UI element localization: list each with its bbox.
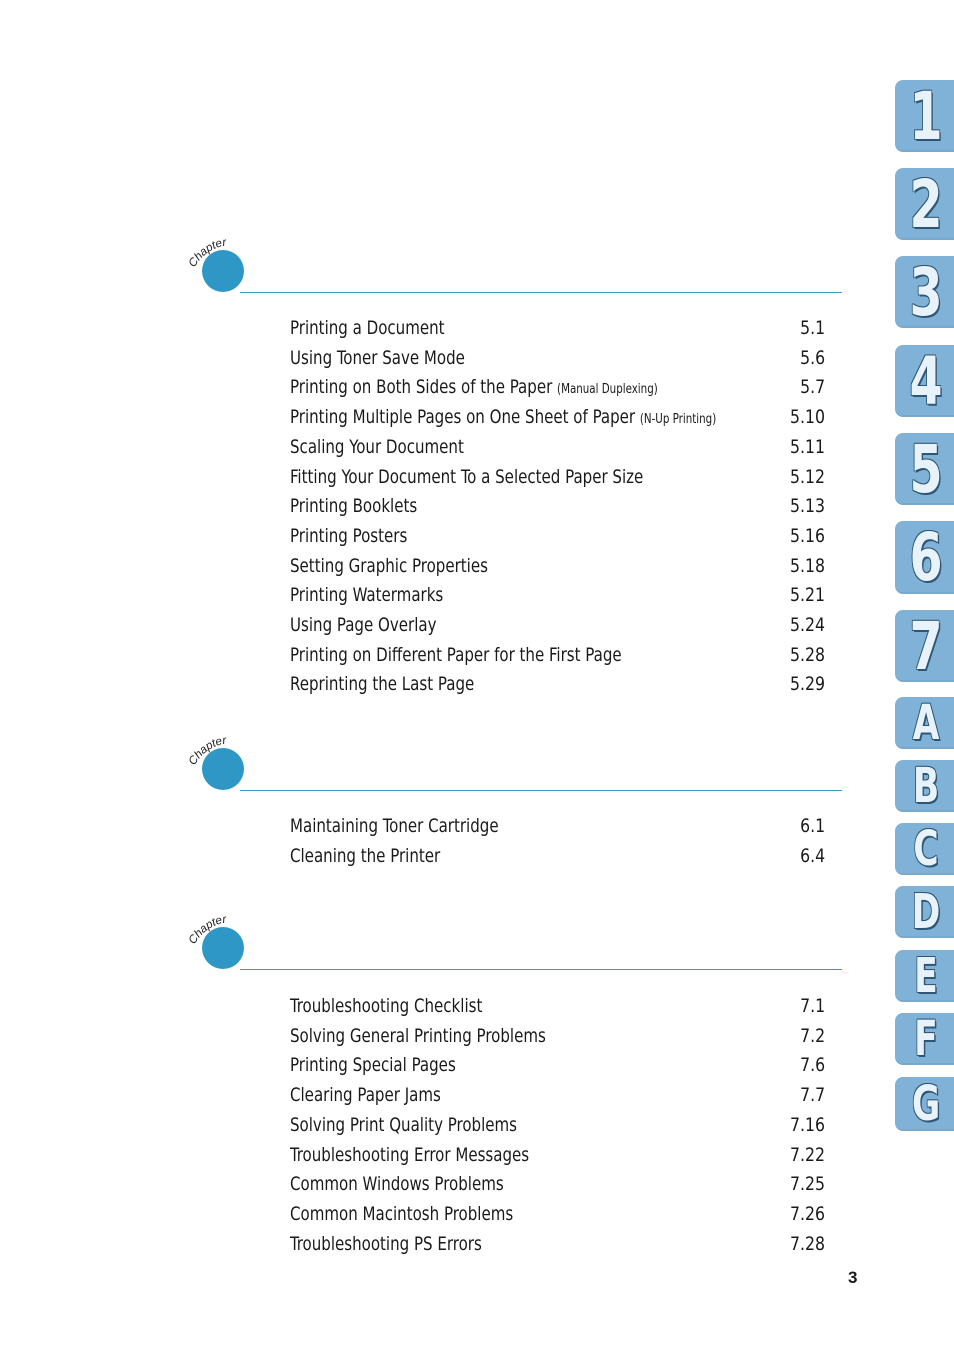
toc-entry-title-text: Fitting Your Document To a Selected Paper Size — [290, 465, 644, 488]
toc-entry-title-text: Printing on Different Paper for the First Page — [290, 643, 622, 666]
toc-entry-page: 6.4 — [799, 844, 825, 867]
toc-entry-title-text: Common Macintosh Problems — [290, 1202, 514, 1225]
toc-entry-page: 5.10 — [789, 406, 825, 429]
toc-entry-page: 7.25 — [789, 1173, 825, 1196]
toc-entry[interactable] — [290, 1081, 825, 1109]
toc-entry-title-text: Cleaning the Printer — [290, 844, 441, 867]
chapter-tab-f[interactable] — [895, 1013, 954, 1065]
toc-entry-title — [290, 1081, 441, 1109]
toc-entry-page: 5.24 — [789, 614, 825, 636]
toc-entry-title — [290, 1200, 513, 1228]
toc-entry-title — [290, 1051, 456, 1079]
toc-entry-page: 7.16 — [789, 1113, 825, 1136]
toc-entry-title — [290, 463, 643, 491]
chapter-tab-label: C — [913, 821, 939, 877]
chapter-rule — [240, 790, 842, 791]
toc-entry[interactable] — [290, 463, 825, 491]
chapter-tab-3[interactable] — [895, 253, 954, 331]
toc-entry-title — [290, 812, 499, 840]
chapter-tab-g[interactable] — [895, 1077, 954, 1131]
toc-entry-page: 7.7 — [799, 1084, 825, 1107]
toc-entry-title — [290, 641, 622, 669]
toc-entry-page: 5.18 — [789, 554, 825, 577]
toc-entry-title — [290, 1111, 517, 1139]
chapter-tab-label: B — [912, 758, 940, 814]
toc-entry-page: 5.29 — [789, 673, 825, 696]
toc-entry-title-text: Common Windows Problems — [290, 1173, 504, 1196]
toc-entry-title — [290, 403, 716, 434]
toc-entry-title — [290, 1141, 529, 1169]
toc-entry-title — [290, 670, 474, 698]
chapter-tab-label: G — [911, 1076, 941, 1132]
toc-entry-page: 5.12 — [789, 465, 825, 488]
toc-entry[interactable] — [290, 552, 825, 580]
toc-entry-title — [290, 581, 443, 609]
toc-entry-page: 5.21 — [789, 584, 825, 607]
toc-entry-title-text: Troubleshooting Checklist — [290, 995, 483, 1017]
toc-entry-title-text: Troubleshooting Error Messages — [290, 1143, 530, 1166]
chapter-tab-label: 3 — [909, 253, 943, 331]
chapter-tab-label: F — [914, 1011, 938, 1067]
toc-entry-title — [290, 492, 417, 520]
toc-entry[interactable] — [290, 670, 825, 698]
toc-entry-title-text: Printing Special Pages — [290, 1054, 456, 1077]
toc-entry-title-text: Solving Print Quality Problems — [290, 1113, 518, 1136]
chapter-tab-7[interactable] — [895, 607, 954, 685]
toc-entry-title — [290, 842, 440, 870]
chapter-tab-2[interactable] — [895, 165, 954, 243]
toc-entry[interactable] — [290, 641, 825, 669]
toc-entry[interactable] — [290, 581, 825, 609]
chapter-tab-1[interactable] — [895, 77, 954, 155]
toc-entry-title-text: Printing Watermarks — [290, 584, 444, 607]
toc-entry[interactable] — [290, 403, 825, 431]
toc-entry-page: 7.26 — [789, 1202, 825, 1225]
toc-entry-page: 5.28 — [789, 643, 825, 666]
chapter-tab-c[interactable] — [895, 823, 954, 875]
toc-entry-title-text: Solving General Printing Problems — [290, 1024, 546, 1047]
toc-entry[interactable] — [290, 492, 825, 520]
toc-entry-title — [290, 344, 465, 372]
toc-entry-title — [290, 552, 488, 580]
toc-entry[interactable] — [290, 373, 825, 401]
chapter-tab-label: 2 — [909, 165, 943, 243]
toc-entry-title-text: Reprinting the Last Page — [290, 673, 475, 696]
chapter-tab-label: A — [912, 695, 940, 751]
toc-entry-note: (Manual Duplexing) — [557, 382, 658, 398]
chapter-tab-label: 7 — [909, 607, 943, 685]
toc-entry[interactable] — [290, 314, 825, 342]
chapter-tab-5[interactable] — [895, 430, 954, 508]
toc-entry-title — [290, 373, 658, 404]
toc-entry-page: 5.6 — [799, 346, 825, 369]
toc-entry-title — [290, 992, 482, 1020]
toc-entry[interactable] — [290, 992, 825, 1020]
chapter-badge-word — [188, 915, 248, 955]
svg-text:Chapter: Chapter — [186, 734, 228, 768]
toc-entry[interactable] — [290, 1230, 825, 1258]
chapter-tab-6[interactable] — [895, 521, 954, 594]
toc-entry[interactable] — [290, 842, 825, 870]
toc-entry[interactable] — [290, 344, 825, 372]
toc-entry-title-text: Printing on Both Sides of the Paper — [290, 376, 553, 399]
toc-entry-title-text: Printing Multiple Pages on One Sheet of Paper — [290, 406, 636, 429]
toc-entry-page: 7.1 — [799, 995, 825, 1017]
toc-entry-title-text: Using Toner Save Mode — [290, 346, 465, 369]
toc-entry-page: 6.1 — [799, 815, 825, 837]
chapter-tab-label: D — [911, 884, 941, 940]
chapter-tab-label: 5 — [909, 430, 943, 508]
chapter-tab-label: 4 — [909, 342, 943, 420]
toc-entry-page: 7.2 — [799, 1024, 825, 1047]
chapter-tab-label: 6 — [909, 519, 943, 596]
toc-entry-title — [290, 433, 464, 461]
toc-entry-title — [290, 522, 407, 550]
toc-entry-title-text: Maintaining Toner Cartridge — [290, 815, 499, 837]
chapter-badge — [188, 915, 248, 975]
toc-entry-title — [290, 1022, 546, 1050]
svg-text:Chapter: Chapter — [186, 236, 228, 270]
chapter-tab-4[interactable] — [895, 342, 954, 420]
toc-entry-title-text: Scaling Your Document — [290, 435, 464, 458]
toc-entry[interactable] — [290, 1111, 825, 1139]
chapter-badge — [188, 736, 248, 796]
toc-entry-title — [290, 1170, 504, 1198]
toc-entry-title — [290, 314, 445, 342]
toc-entry-title-text: Printing Posters — [290, 524, 408, 547]
toc-entry[interactable] — [290, 812, 825, 840]
toc-entry[interactable] — [290, 611, 825, 639]
toc-entry-title-text: Troubleshooting PS Errors — [290, 1232, 482, 1255]
toc-entry[interactable] — [290, 1170, 825, 1198]
chapter-tab-a[interactable] — [895, 697, 954, 749]
toc-entry[interactable] — [290, 1051, 825, 1079]
toc-entry-page: 7.6 — [799, 1054, 825, 1077]
page-number: 3 — [848, 1268, 858, 1287]
toc-entry-note: (N-Up Printing) — [639, 412, 717, 428]
toc-entry[interactable] — [290, 1200, 825, 1228]
chapter-tab-label: E — [914, 948, 938, 1004]
toc-entry-title-text: Clearing Paper Jams — [290, 1084, 441, 1107]
chapter-tab-e[interactable] — [895, 950, 954, 1002]
chapter-tab-d[interactable] — [895, 886, 954, 938]
toc-entry[interactable] — [290, 1022, 825, 1050]
chapter-rule — [240, 969, 842, 970]
toc-entry-page: 5.7 — [799, 376, 825, 399]
toc-entry[interactable] — [290, 433, 825, 461]
toc-entry-title-text: Setting Graphic Properties — [290, 554, 488, 577]
toc-entry-title-text: Using Page Overlay — [290, 614, 437, 636]
toc-entry-page: 5.13 — [789, 495, 825, 518]
chapter-tab-label: 1 — [909, 77, 943, 155]
toc-entry-page: 5.11 — [789, 435, 825, 458]
toc-entry-title-text: Printing a Document — [290, 317, 445, 339]
toc-entry-page: 5.1 — [799, 317, 825, 339]
toc-entry-title — [290, 611, 436, 639]
chapter-badge-word — [188, 238, 248, 278]
chapter-tab-b[interactable] — [895, 760, 954, 812]
toc-entry[interactable] — [290, 1141, 825, 1169]
toc-entry[interactable] — [290, 522, 825, 550]
toc-entry-title-text: Printing Booklets — [290, 495, 418, 518]
toc-entry-page: 7.28 — [789, 1232, 825, 1255]
toc-entry-page: 5.16 — [789, 524, 825, 547]
svg-text:Chapter: Chapter — [186, 913, 228, 947]
chapter-badge-word — [188, 736, 248, 776]
chapter-rule — [240, 292, 842, 293]
chapter-badge — [188, 238, 248, 298]
toc-entry-title — [290, 1230, 482, 1258]
toc-entry-page: 7.22 — [789, 1143, 825, 1166]
